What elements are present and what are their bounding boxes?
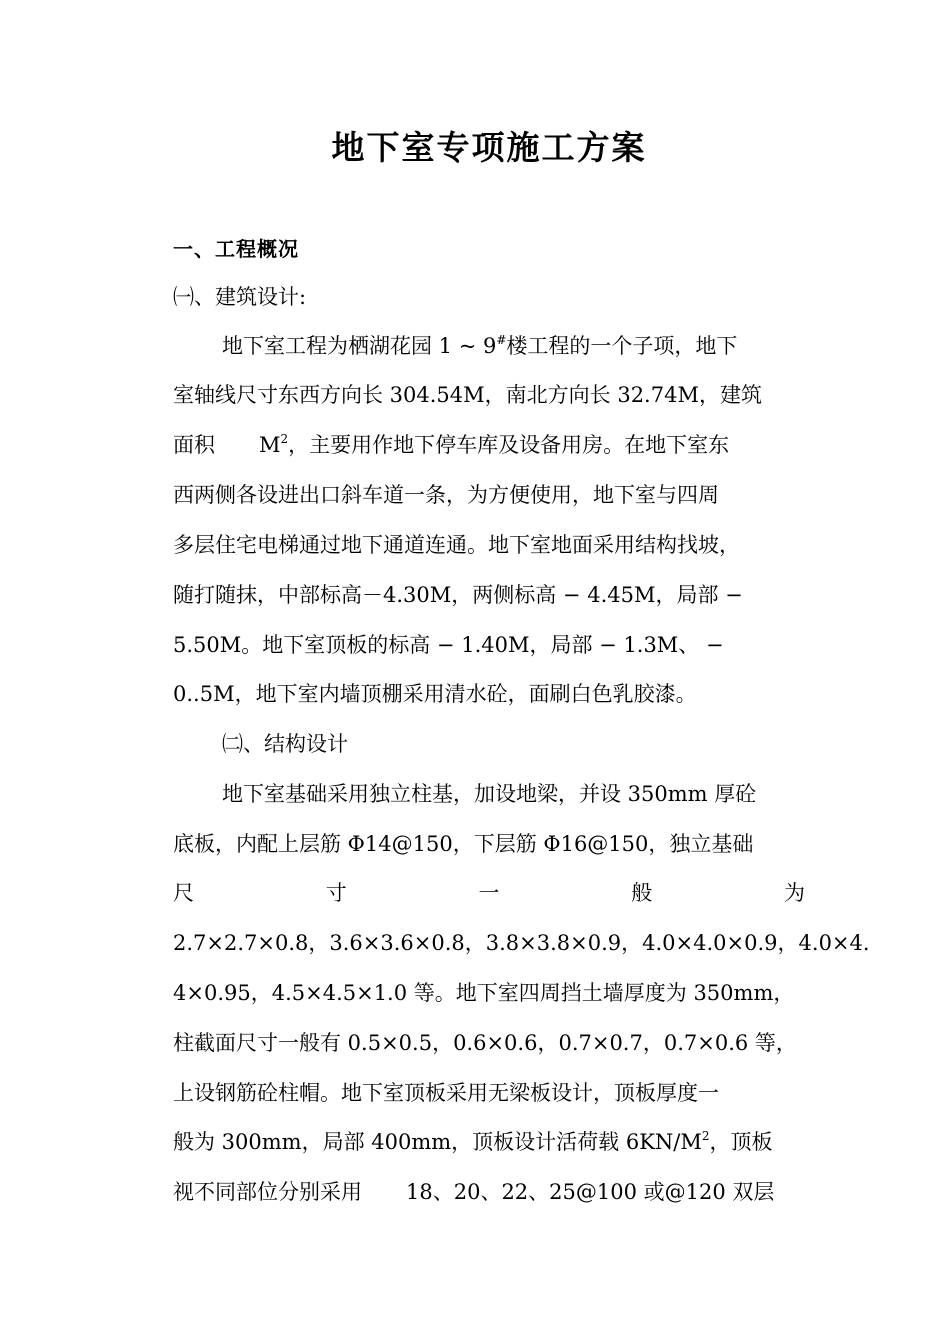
paragraph-line: 5.50M。地下室顶板的标高 − 1.40M，局部 − 1.3M、 − — [173, 633, 724, 657]
superscript: 2 — [701, 1129, 710, 1143]
text-run: 一 — [478, 881, 500, 905]
text-run: 地下室工程为栖湖花园 1 ~ 9 — [222, 334, 497, 358]
paragraph-line: 4×0.95，4.5×4.5×1.0 等。地下室四周挡土墙厚度为 350mm， — [173, 981, 795, 1005]
text-run: ，顶板 — [709, 1130, 773, 1154]
paragraph-line: 多层住宅电梯通过地下通道连通。地下室地面采用结构找坡， — [173, 533, 740, 557]
subsection-heading-architecture: ㈠、建筑设计: — [173, 285, 307, 309]
text-run: 面积 — [173, 433, 215, 457]
paragraph-line: 室轴线尺寸东西方向长 304.54M，南北方向长 32.74M，建筑 — [173, 383, 762, 407]
text-run: 为 — [784, 881, 805, 905]
document-title: 地下室专项施工方案 — [331, 128, 647, 167]
paragraph-line: 西两侧各设进出口斜车道一条，为方便使用，地下室与四周 — [173, 483, 719, 507]
paragraph-line — [222, 331, 805, 361]
paragraph-line — [173, 1177, 805, 1207]
paragraph-line — [173, 430, 805, 460]
paragraph-line-justified — [173, 878, 805, 908]
text-run: 般为 300mm，局部 400mm，顶板设计活荷载 6KN/M — [173, 1130, 702, 1154]
paragraph-line: 上设钢筋砼柱帽。地下室顶板采用无梁板设计，顶板厚度一 — [173, 1081, 719, 1105]
superscript: 2 — [280, 432, 289, 446]
text-run: ，主要用作地下停车库及设备用房。在地下室东 — [288, 433, 730, 457]
text-run: M — [259, 433, 281, 457]
paragraph-line: 随打随抹，中部标高－4.30M，两侧标高 − 4.45M，局部 − — [173, 583, 743, 607]
text-run: 寸 — [325, 881, 347, 905]
paragraph-line — [173, 1127, 805, 1157]
paragraph-line: 2.7×2.7×0.8，3.6×3.6×0.8，3.8×3.8×0.9，4.0×4.0×0.9，4.0×4. — [173, 931, 870, 955]
text-run: 尺 — [173, 881, 194, 905]
paragraph-line: 地下室基础采用独立柱基，加设地梁，并设 350mm 厚砼 — [222, 782, 757, 806]
paragraph-line: 柱截面尺寸一般有 0.5×0.5，0.6×0.6，0.7×0.7，0.7×0.6 等， — [173, 1031, 797, 1055]
text-run: 楼工程的一个子项，地下 — [506, 334, 738, 358]
text-run: 18、20、22、25@100 或@120 双层 — [406, 1180, 775, 1204]
superscript: # — [496, 333, 507, 347]
paragraph-line: 0..5M，地下室内墙顶棚采用清水砼，面刷白色乳胶漆。 — [173, 682, 697, 706]
paragraph-line: 底板，内配上层筋 Φ14@150，下层筋 Φ16@150，独立基础 — [173, 832, 754, 856]
text-run: 视不同部位分别采用 — [173, 1180, 362, 1204]
subsection-heading-structure: ㈡、结构设计 — [222, 732, 348, 756]
section-heading-overview: 一、工程概况 — [173, 237, 299, 261]
text-run: 般 — [631, 881, 653, 905]
